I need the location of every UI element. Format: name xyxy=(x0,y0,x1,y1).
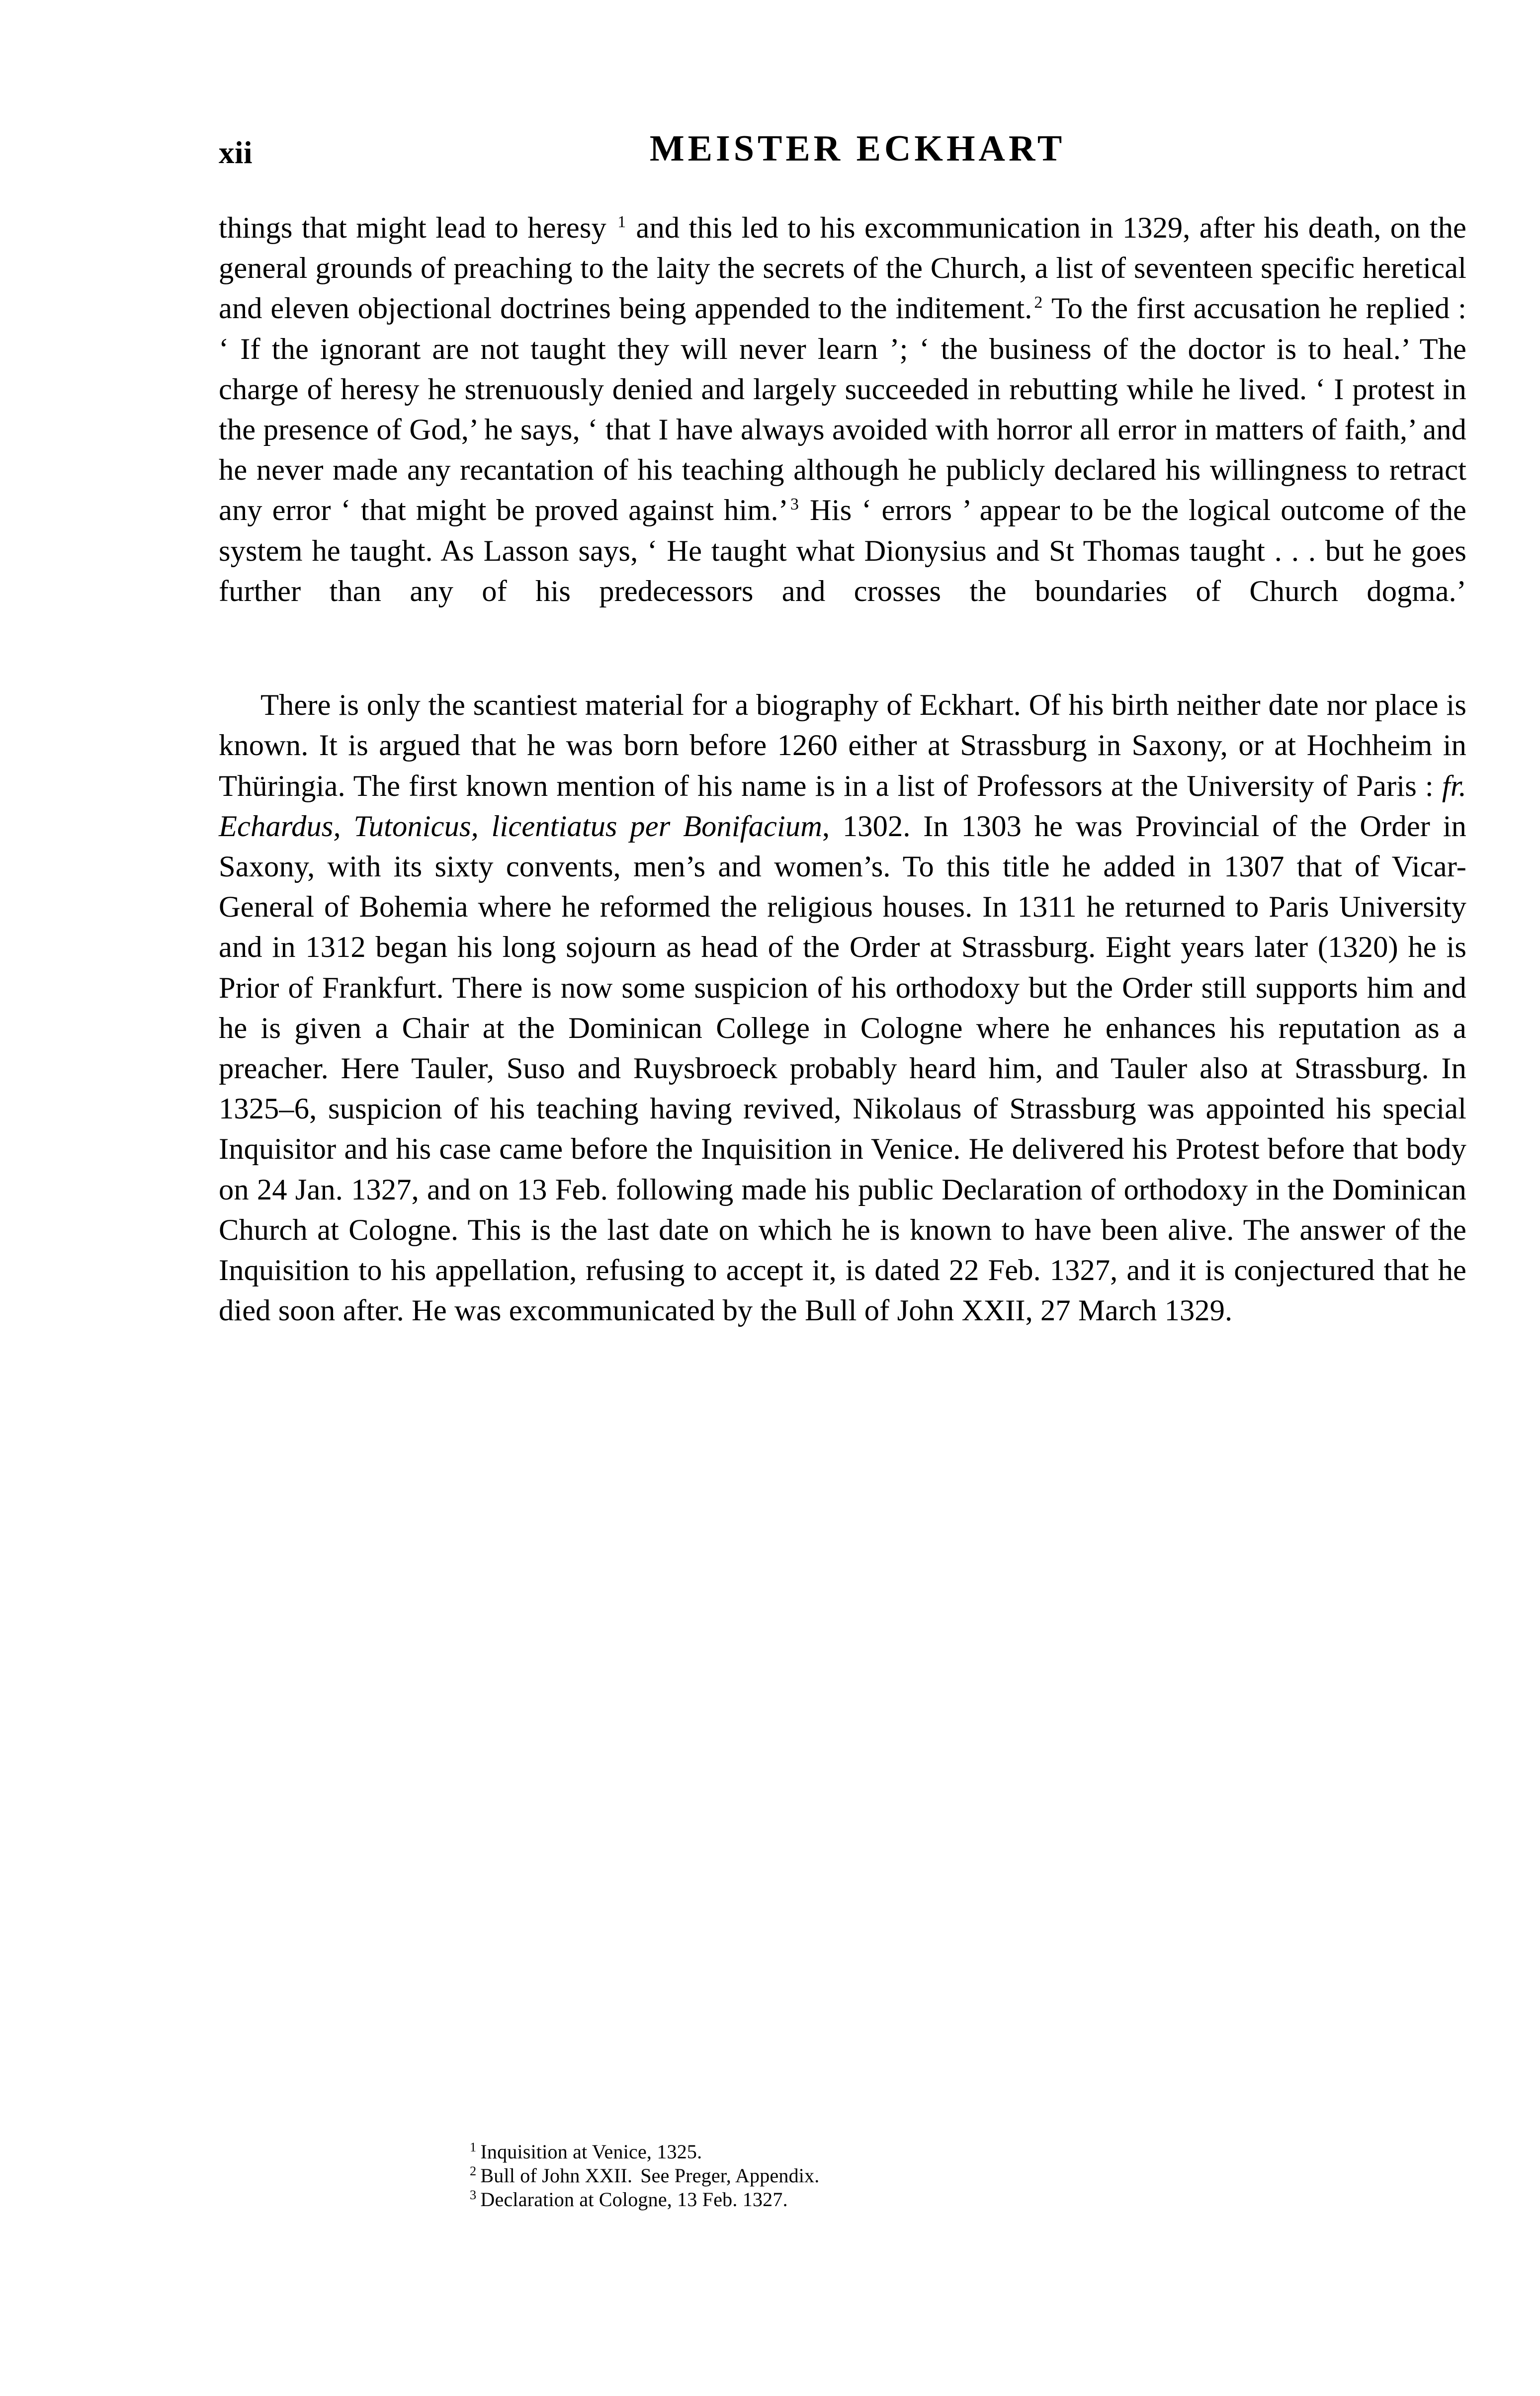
text-run: , 1302. In 1303 he was Provincial of the Order in Saxony, with its sixty convents, men’s and women’s. To this title he added in 1307 that of Vicar-General of Bohemia where he reformed the religious houses. In 1311 he returned to Paris University and in 1312 began his long sojourn as head of the Order at Strassburg. Eight years later (1320) he is Prior of Frankfurt. There is now some suspicion of his orthodoxy but the Order still supports him and he is given a Chair at the Dominican College in Cologne where he enhances his reputation as a preacher. Here Tauler, Suso and Ruysbroeck probably heard him, and Tauler also at Strassburg. In 1325–6, suspicion of his teaching having revived, Nikolaus of Strassburg was appointed his special Inquisitor and his case came before the Inquisition in Venice. He delivered his Protest before that body on 24 Jan. 1327, and on 13 Feb. following made his public Declaration of orthodoxy in the Dominican Church at Cologne. This is the last date on which he is known to have been alive. The answer of the Inquisition to his appellation, refusing to accept it, is dated 22 Feb. 1327, and it is conjectured that he died soon after. He was excommunicated by the Bull of John XXII, 27 March 1329. xyxy=(219,809,1466,1328)
footnote-marker: 2 xyxy=(470,2163,477,2178)
text-run: and this led to his excommunication in 1329, after his death, on the general grounds of preaching to the laity the secrets of the Church, a list of seventeen specific heretical and eleven objectional doctrines being appended to the inditement. xyxy=(219,211,1466,326)
paragraph-1 xyxy=(219,208,1466,652)
footnote-text: Declaration at Cologne, 13 Feb. 1327. xyxy=(480,2188,788,2211)
footnote-marker: 1 xyxy=(470,2139,477,2154)
text-run: His ‘ errors ’ appear to be the logical outcome of the system he taught. As Lasson says, ‘ He taught what Dionysius and St Thomas taught . . . but he goes further than any of his predecessors and crosses the boundaries of Church dogma.’ xyxy=(219,494,1466,608)
running-head-title: MEISTER ECKHART xyxy=(649,128,1066,169)
page-folio-number: xii xyxy=(219,135,253,170)
text-run: There is only the scantiest material for a biography of Eckhart. Of his birth neither date nor place is known. It is argued that he was born before 1260 either at Strassburg in Saxony, or at Hochheim in Thüringia. The first known mention of his name is in a list of Professors at the University of Paris : xyxy=(219,688,1466,803)
text-run: To the first accusation he replied : ‘ If the ignorant are not taught they will never learn ’; ‘ the business of the doctor is to heal.’ The charge of heresy he strenuously denied and largely succeeded in rebutting while he lived. ‘ I protest in the presence of God,’ he says, ‘ that I have always avoided with horror all error in matters of faith,’ and he never made any recantation of his teaching although he publicly declared his willingness to retract any error ‘ that might be proved against him.’ xyxy=(219,292,1466,527)
body-text-block xyxy=(219,208,1466,1331)
footnote-2 xyxy=(470,2164,1265,2188)
footnote-3 xyxy=(470,2188,1265,2212)
italic-phrase: fr. Echardus, Tutonicus, licentiatus per Bonifacium xyxy=(219,769,1466,843)
footnote-reference[interactable]: 1 xyxy=(617,212,626,231)
text-run: things that might lead to heresy xyxy=(219,211,616,245)
footnote-1 xyxy=(470,2140,1265,2164)
footnote-text-continued: See Preger, Appendix. xyxy=(640,2164,820,2187)
footnote-reference[interactable]: 3 xyxy=(790,495,799,514)
running-head xyxy=(219,130,1466,185)
footnote-text: Bull of John XXII. xyxy=(480,2164,633,2187)
footnote-area xyxy=(470,2140,1265,2212)
footnote-text: Inquisition at Venice, 1325. xyxy=(480,2140,702,2163)
footnote-reference[interactable]: 2 xyxy=(1034,293,1043,312)
footnote-marker: 3 xyxy=(470,2187,477,2202)
paragraph-2 xyxy=(219,685,1466,1331)
